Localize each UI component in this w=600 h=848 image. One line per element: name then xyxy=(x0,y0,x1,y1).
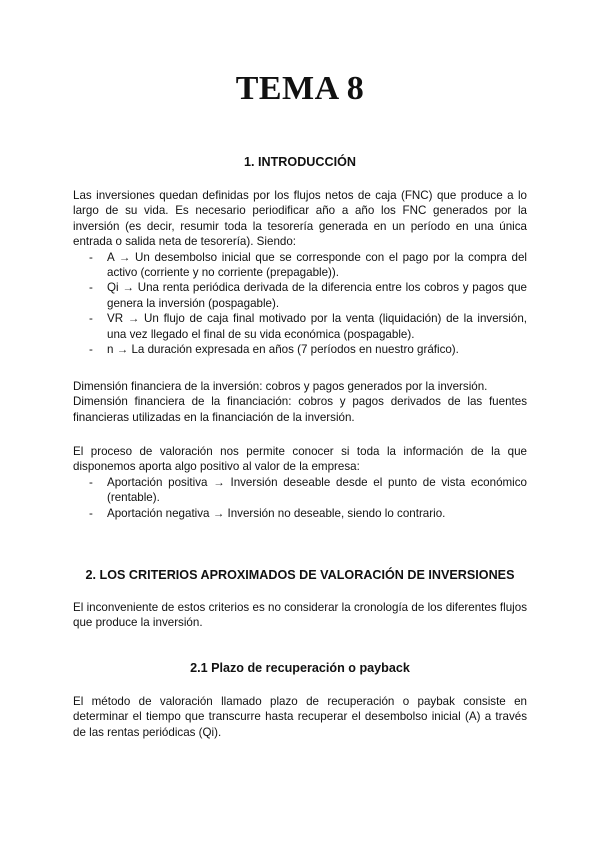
list-item-text: Aportación negativa → Inversión no deseable, siendo lo contrario. xyxy=(107,506,446,520)
dash-bullet: - xyxy=(89,312,93,326)
section-2-1-paragraph: El método de valoración llamado plazo de recuperación o paybak consiste en determinar el tiempo que transcurre hasta recuperar el desembolso inicial (A) a través de las rentas periódicas (Qi). xyxy=(73,695,527,739)
section-2-1-heading: 2.1 Plazo de recuperación o payback xyxy=(190,661,410,675)
list-item xyxy=(73,250,527,281)
section-2-heading: 2. LOS CRITERIOS APROXIMADOS DE VALORACIÓN DE INVERSIONES xyxy=(85,568,515,582)
valuation-block xyxy=(73,444,527,521)
list-item-text: Aportación positiva → Inversión deseable desde el punto de vista económico (rentable). xyxy=(107,475,527,505)
dash-bullet: - xyxy=(89,281,93,295)
list-item xyxy=(73,475,527,506)
contribution-list xyxy=(73,475,527,521)
valuation-paragraph: El proceso de valoración nos permite conocer si toda la información de la que disponemos aporta algo positivo al valor de la empresa: xyxy=(73,445,527,474)
section-1-heading: 1. INTRODUCCIÓN xyxy=(244,155,356,169)
section-2-body xyxy=(73,600,527,631)
list-item xyxy=(73,506,527,521)
dimension-financing: Dimensión financiera de la financiación: cobros y pagos derivados de las fuentes financieras utilizadas en la financiación de la inversión. xyxy=(73,395,527,424)
dash-bullet: - xyxy=(89,250,93,264)
list-item-text: A → Un desembolso inicial que se corresponde con el pago por la compra del activo (corriente y no corriente (prepagable)). xyxy=(107,250,527,280)
page-title: TEMA 8 xyxy=(235,70,365,107)
section-1-body xyxy=(73,188,527,357)
dimension-investment: Dimensión financiera de la inversión: cobros y pagos generados por la inversión. xyxy=(73,380,488,393)
dash-bullet: - xyxy=(89,475,93,489)
section-2-paragraph: El inconveniente de estos criterios es no considerar la cronología de los diferentes flujos que produce la inversión. xyxy=(73,601,527,630)
fnc-components-list xyxy=(73,250,527,358)
dash-bullet: - xyxy=(89,343,93,357)
list-item-text: Qi → Una renta periódica derivada de la diferencia entre los cobros y pagos que genera la inversión (pospagable). xyxy=(107,281,527,310)
list-item xyxy=(73,342,527,357)
intro-paragraph: Las inversiones quedan definidas por los flujos netos de caja (FNC) que produce a lo largo de su vida. Es necesario periodificar año a año los FNC generados por la inversión (es decir, resumir toda la tesorería generada en un período en una única entrada o salida neta de tesorería). Siendo: xyxy=(73,189,527,249)
dimensions-block xyxy=(73,379,527,425)
list-item-text: VR → Un flujo de caja final motivado por la venta (liquidación) de la inversión, una vez llegado el final de su vida económica (pospagable). xyxy=(107,312,527,341)
list-item-text: n → La duración expresada en años (7 períodos en nuestro gráfico). xyxy=(107,343,459,357)
list-item xyxy=(73,311,527,342)
section-2-1-body xyxy=(73,694,527,740)
list-item xyxy=(73,280,527,311)
dash-bullet: - xyxy=(89,506,93,520)
